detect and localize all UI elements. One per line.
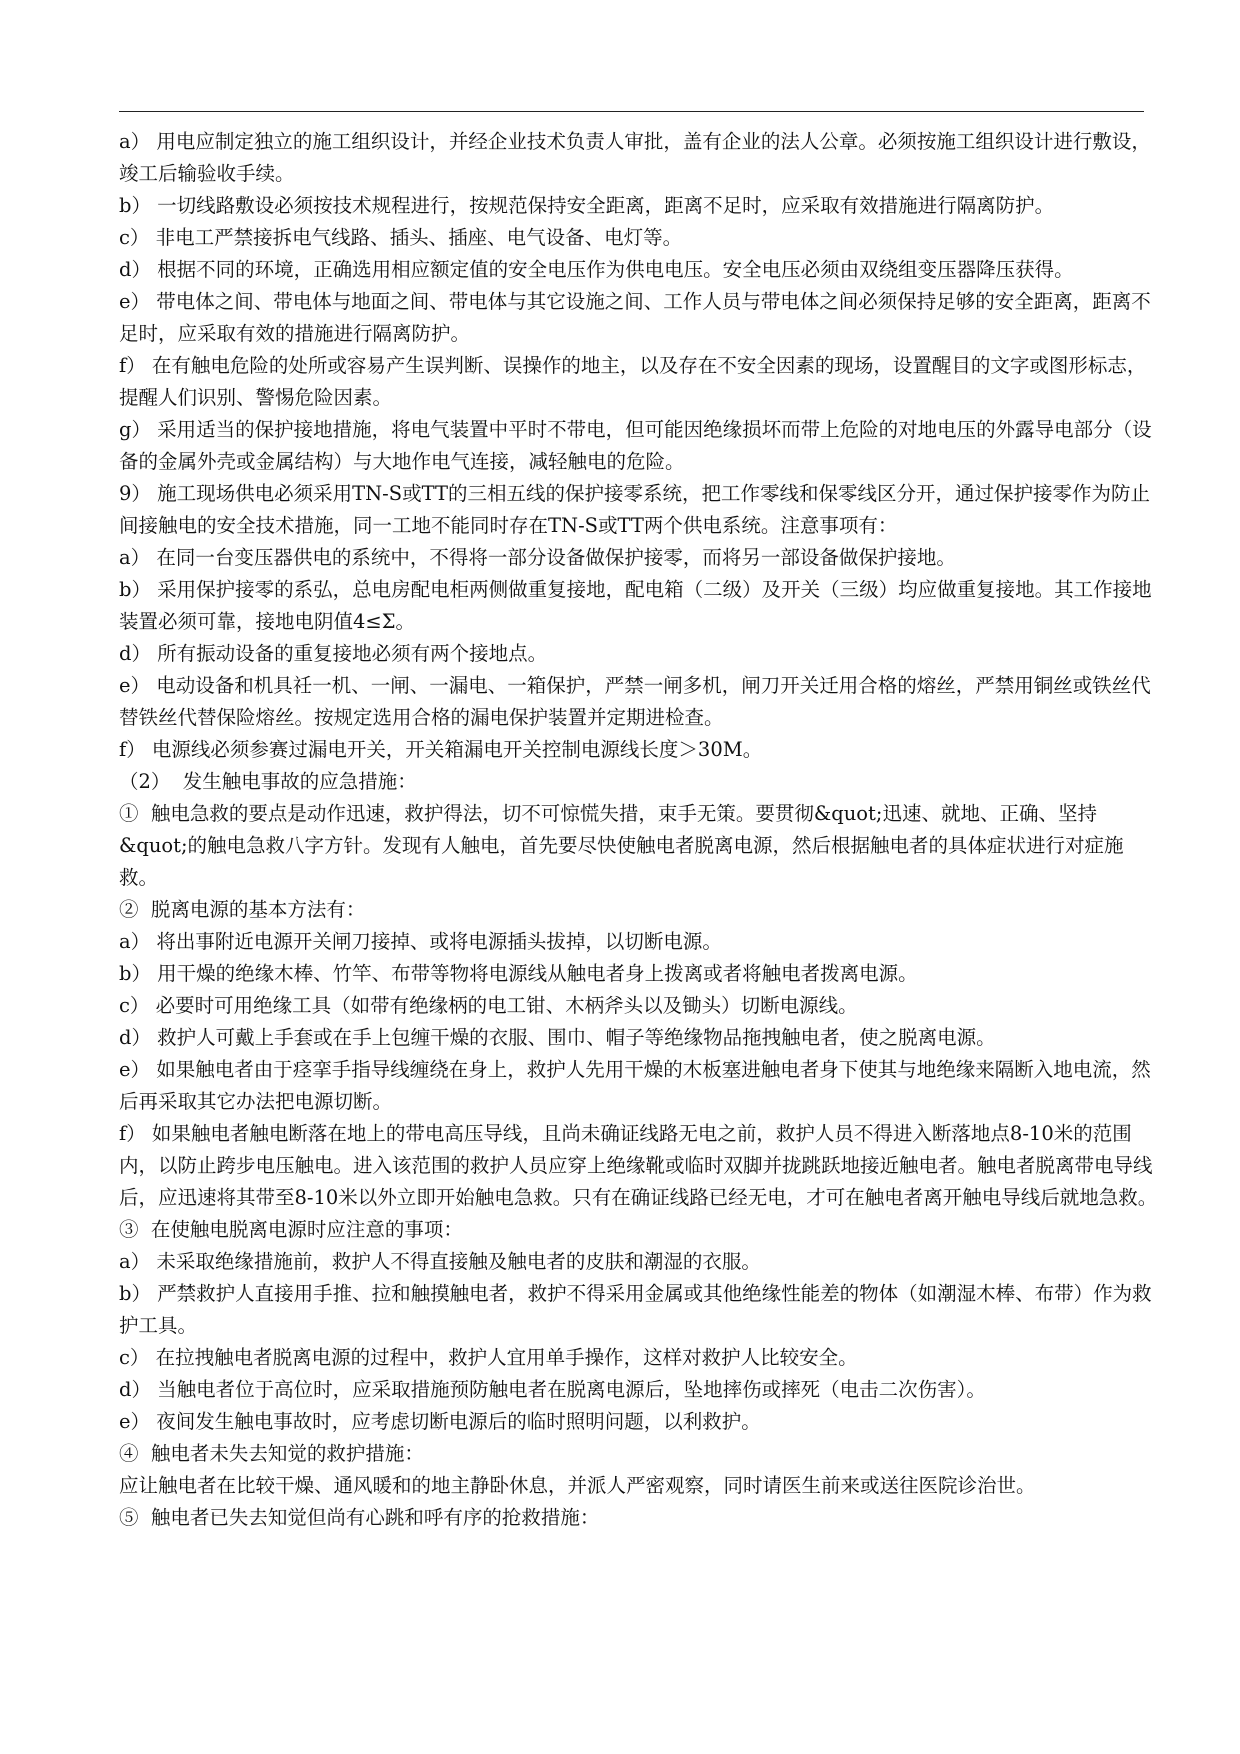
paragraph: ⑤ 触电者已失去知觉但尚有心跳和呼有序的抢救措施： — [119, 1506, 600, 1529]
paragraph: d） 当触电者位于高位时，应采取措施预防触电者在脱离电源后，坠地摔伤或摔死（电击二次伤害）。 — [119, 1378, 986, 1401]
paragraph: f） 在有触电危险的处所或容易产生误判断、误操作的地主，以及存在不安全因素的现场，设置醒目的文字或图形标志，提醒人们识别、警惕危险因素。 — [119, 354, 1147, 409]
paragraph: d） 所有振动设备的重复接地必须有两个接地点。 — [119, 642, 548, 665]
paragraph: f） 电源线必须参赛过漏电开关，开关箱漏电开关控制电源线长度＞30M。 — [119, 738, 763, 761]
paragraph: 9） 施工现场供电必须采用TN-S或TT的三相五线的保护接零系统，把工作零线和保零线区分开，通过保护接零作为防止间接触电的安全技术措施，同一工地不能同时存在TN-S或TT两个供电系统。注意事项有： — [119, 482, 1150, 537]
paragraph: b） 严禁救护人直接用手推、拉和触摸触电者，救护不得采用金属或其他绝缘性能差的物体（如潮湿木棒、布带）作为救护工具。 — [119, 1282, 1152, 1337]
paragraph: b） 用干燥的绝缘木棒、竹竿、布带等物将电源线从触电者身上拨离或者将触电者拨离电源。 — [119, 962, 918, 985]
paragraph: ② 脱离电源的基本方法有： — [119, 898, 366, 921]
paragraph: ③ 在使触电脱离电源时应注意的事项： — [119, 1218, 463, 1241]
paragraph: c） 必要时可用绝缘工具（如带有绝缘柄的电工钳、木柄斧头以及锄头）切断电源线。 — [119, 994, 858, 1017]
paragraph: c） 在拉拽触电者脱离电源的过程中，救护人宜用单手操作，这样对救护人比较安全。 — [119, 1346, 858, 1369]
paragraph: c） 非电工严禁接拆电气线路、插头、插座、电气设备、电灯等。 — [119, 226, 683, 249]
paragraph: e） 带电体之间、带电体与地面之间、带电体与其它设施之间、工作人员与带电体之间必须保持足够的安全距离，距离不足时，应采取有效的措施进行隔离防护。 — [119, 290, 1151, 345]
paragraph: b） 一切线路敷设必须按技术规程进行，按规范保持安全距离，距离不足时，应采取有效措施进行隔离防护。 — [119, 194, 1055, 217]
document-body — [119, 126, 1159, 1534]
paragraph: g） 采用适当的保护接地措施，将电气装置中平时不带电，但可能因绝缘损坏而带上危险的对地电压的外露导电部分（设备的金属外壳或金属结构）与大地作电气连接，减轻触电的危险。 — [119, 418, 1152, 473]
paragraph: a） 在同一台变压器供电的系统中，不得将一部分设备做保护接零，而将另一部设备做保护接地。 — [119, 546, 956, 569]
paragraph: e） 电动设备和机具祍一机、一闸、一漏电、一箱保护，严禁一闸多机，闸刀开关迁用合格的熔丝，严禁用铜丝或铁丝代替铁丝代替保险熔丝。按规定选用合格的漏电保护装置并定期进检查。 — [119, 674, 1151, 729]
paragraph: ① 触电急救的要点是动作迅速，救护得法，切不可惊慌失措，束手无策。要贯彻&quot;迅速、就地、正确、坚持&quot;的触电急救八字方针。发现有人触电，首先要尽快使触电者脱离电源，然后根据触电者的具体症状进行对症施救。 — [119, 802, 1124, 889]
header-rule — [119, 111, 1144, 112]
paragraph: a） 用电应制定独立的施工组织设计，并经企业技术负责人审批，盖有企业的法人公章。必须按施工组织设计进行敷设，竣工后输验收手续。 — [119, 130, 1151, 185]
paragraph: b） 采用保护接零的系弘，总电房配电柜两侧做重复接地，配电箱（二级）及开关（三级）均应做重复接地。其工作接地装置必须可靠，接地电阴值4≤Σ。 — [119, 578, 1152, 633]
paragraph: a） 未采取绝缘措施前，救护人不得直接触及触电者的皮肤和潮湿的衣服。 — [119, 1250, 761, 1273]
paragraph: 应让触电者在比较干燥、通风暖和的地主静卧休息，并派人严密观察，同时请医生前来或送往医院诊治世。 — [119, 1474, 1036, 1497]
paragraph: d） 救护人可戴上手套或在手上包缠干燥的衣服、围巾、帽子等绝缘物品拖拽触电者，使之脱离电源。 — [119, 1026, 996, 1049]
paragraph: e） 夜间发生触电事故时，应考虑切断电源后的临时照明问题，以利救护。 — [119, 1410, 761, 1433]
paragraph: ④ 触电者未失去知觉的救护措施： — [119, 1442, 424, 1465]
section-heading: （2） 发生触电事故的应急措施： — [119, 770, 417, 793]
paragraph: a） 将出事附近电源开关闸刀接掉、或将电源插头拔掉，以切断电源。 — [119, 930, 722, 953]
paragraph: e） 如果触电者由于痉挛手指导线缠绕在身上，救护人先用干燥的木板塞进触电者身下使其与地绝缘来隔断入地电流，然后再采取其它办法把电源切断。 — [119, 1058, 1151, 1113]
paragraph: f） 如果触电者触电断落在地上的带电高压导线，且尚未确证线路无电之前，救护人员不得进入断落地点8-10米的范围内，以防止跨步电压触电。进入该范围的救护人员应穿上绝缘靴或临时双脚并拢跳跃地接近触电者。触电者脱离带电导线后，应迅速将其带至8-10米以外立即开始触电急救。只有在确证线路已经无电，才可在触电者离开触电导线后就地急救。 — [119, 1122, 1158, 1209]
paragraph: d） 根据不同的环境，正确选用相应额定值的安全电压作为供电电压。安全电压必须由双绕组变压器降压获得。 — [119, 258, 1074, 281]
